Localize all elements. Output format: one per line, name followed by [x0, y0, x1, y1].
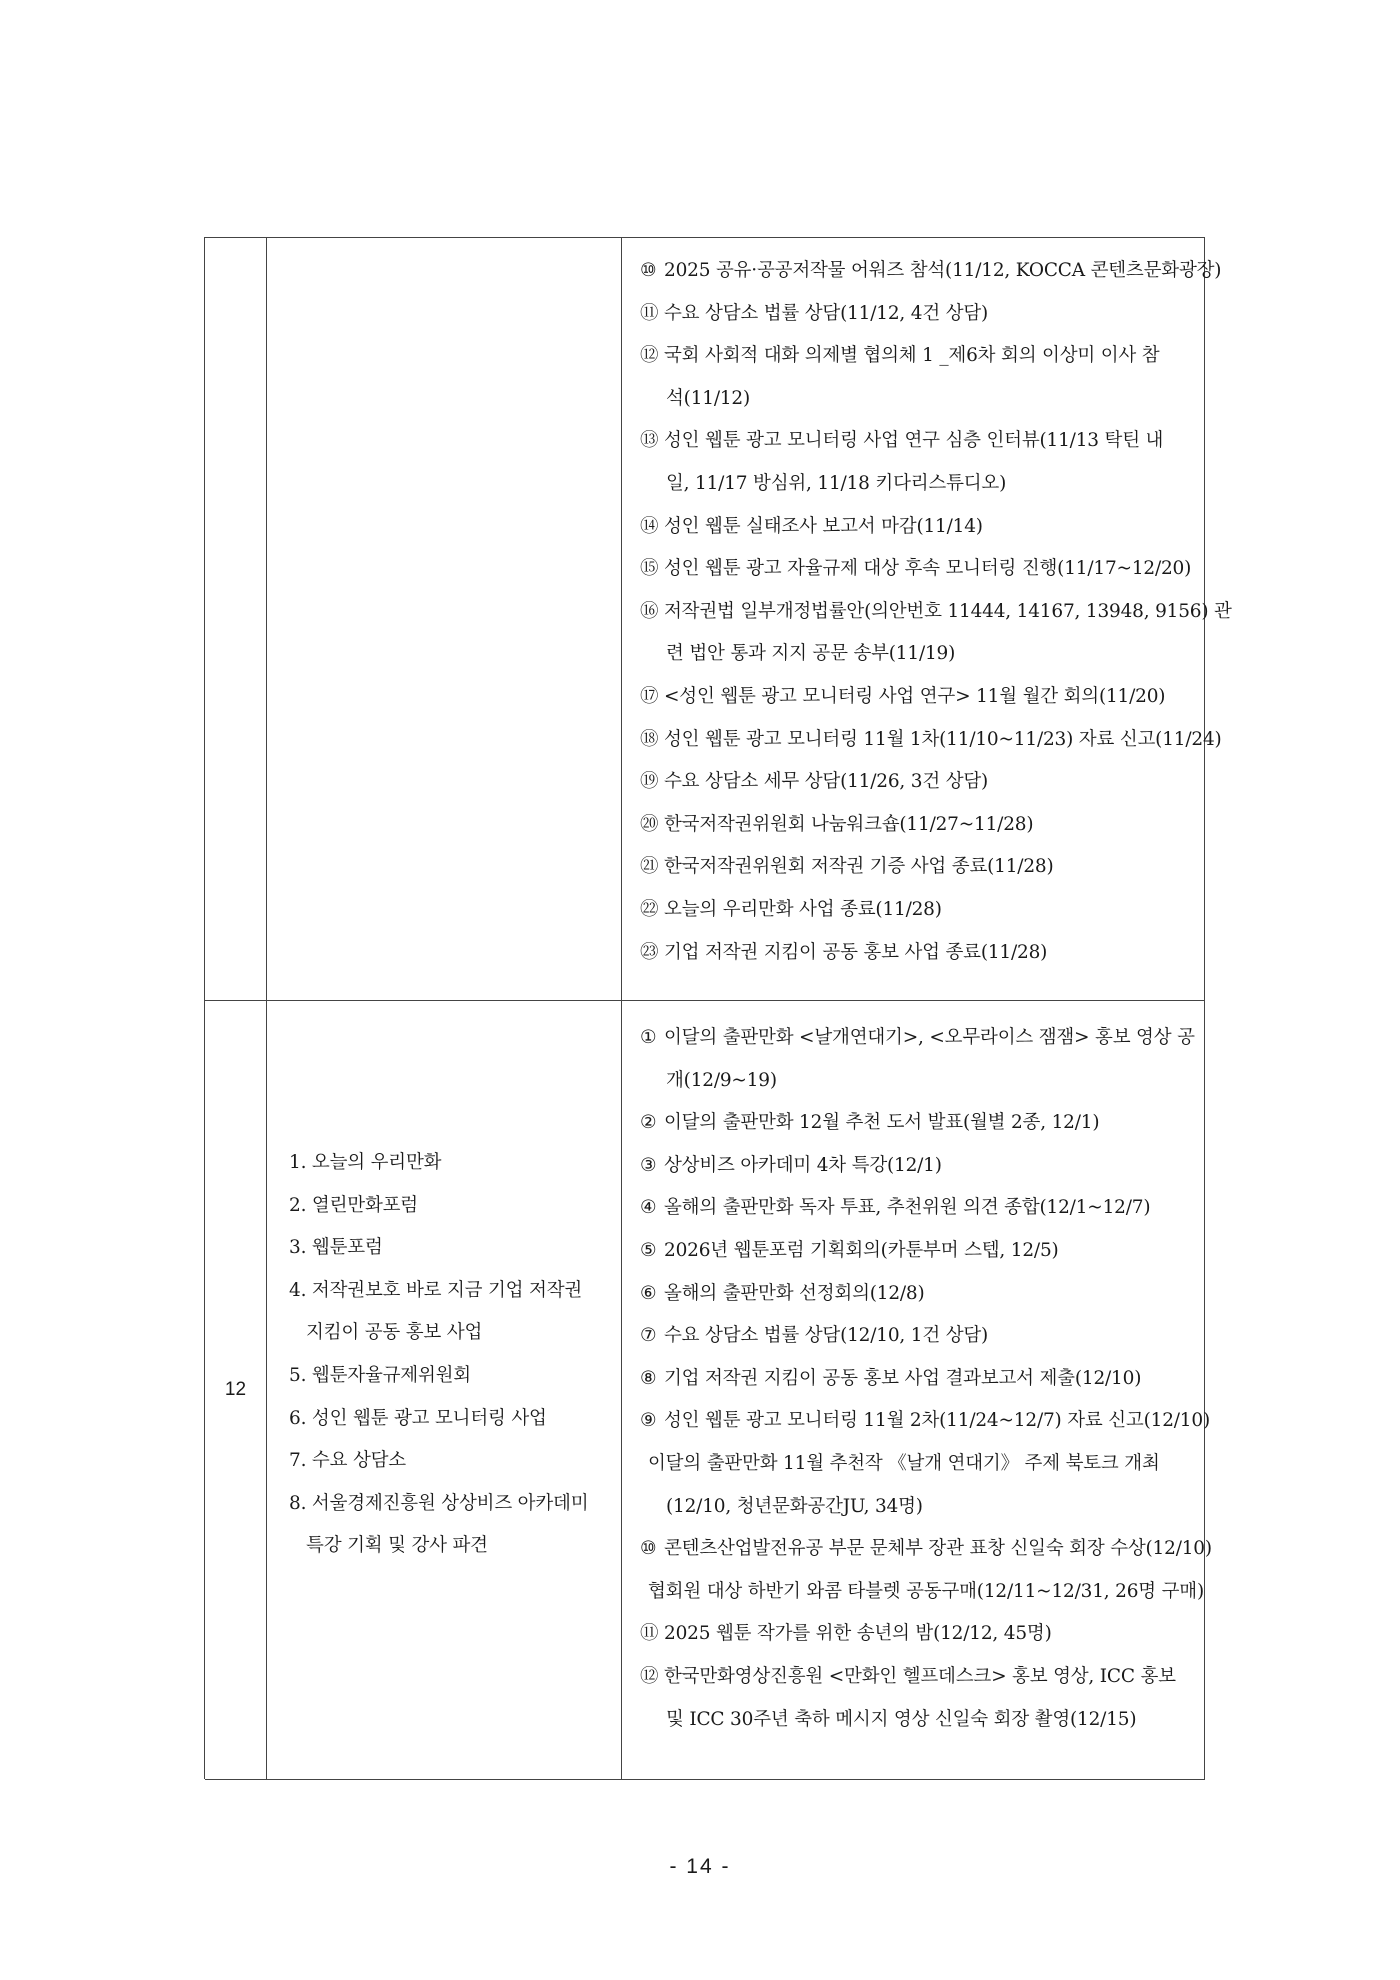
activity-text: 성인 웹툰 광고 모니터링 사업 연구 심층 인터뷰(11/13 탁틴 내: [664, 430, 1164, 452]
activity-line: [640, 515, 983, 539]
schedule-table: [204, 237, 1232, 1779]
activity-text: 이달의 출판만화 <날개연대기>, <오무라이스 잼잼> 홍보 영상 공: [664, 1027, 1195, 1048]
activity-line: [640, 344, 1159, 368]
activity-line: [640, 1154, 942, 1178]
circled-number: ④: [640, 1197, 657, 1219]
activity-line: [640, 855, 1053, 879]
activity-line: [640, 1239, 1059, 1263]
project-item: 8. 서울경제진흥원 상상비즈 아카데미: [289, 1492, 589, 1514]
circled-number: ㉒: [640, 899, 659, 920]
circled-number: ③: [640, 1154, 657, 1176]
activity-line: [640, 302, 988, 326]
month-number: [205, 238, 266, 1000]
activity-text: 수요 상담소 세무 상담(11/26, 3건 상담): [664, 771, 989, 793]
activity-line: [640, 1026, 1195, 1050]
activity-line: [666, 472, 1006, 496]
activity-text: 저작권법 일부개정법률안(의안번호 11444, 14167, 13948, 9156) 관: [664, 600, 1232, 622]
project-item: 3. 웹툰포럼: [289, 1237, 383, 1259]
activity-text: 올해의 출판만화 선정회의(12/8): [664, 1282, 925, 1304]
project-item: 7. 수요 상담소: [289, 1450, 406, 1472]
activity-line: [640, 1282, 925, 1306]
activity-text: 성인 웹툰 실태조사 보고서 마감(11/14): [664, 515, 983, 537]
circled-number: ⑨: [640, 1410, 657, 1432]
month-cell: [205, 238, 267, 1000]
circled-number: ⑮: [640, 558, 659, 580]
activity-line: [640, 259, 1221, 283]
activity-text: 성인 웹툰 광고 자율규제 대상 후속 모니터링 진행(11/17~12/20): [664, 558, 1192, 580]
circled-number: ⑤: [640, 1240, 657, 1261]
activity-text: 및 ICC 30주년 축하 메시지 영상 신일숙 회장 촬영(12/15): [666, 1708, 1137, 1730]
activity-line: [640, 600, 1232, 624]
activity-text: 이달의 출판만화 12월 추천 도서 발표(월별 2종, 12/1): [664, 1112, 1100, 1134]
page-number: - 14 -: [669, 1855, 731, 1878]
activity-text: 2026년 웹툰포럼 기획회의(카툰부머 스텝, 12/5): [664, 1240, 1059, 1261]
activity-line: [666, 642, 955, 666]
activity-line: [640, 770, 988, 794]
circled-number: ⑭: [640, 515, 659, 537]
activity-text: 련 법안 통과 지지 공문 송부(11/19): [666, 643, 956, 665]
activity-line: [666, 1708, 1136, 1732]
project-item: 지킴이 공동 홍보 사업: [289, 1322, 483, 1344]
month-number: 12: [224, 1379, 247, 1400]
circled-number: ⑰: [640, 686, 659, 707]
circled-number: ⑫: [640, 345, 659, 367]
activity-line: [666, 1495, 923, 1519]
project-item: 5. 웹툰자율규제위원회: [289, 1365, 471, 1386]
activity-line: [640, 685, 1165, 709]
table-row-continued: [205, 238, 1232, 1001]
circled-number: ⑧: [640, 1367, 657, 1389]
circled-number: ⑱: [640, 728, 659, 750]
activity-line: [640, 898, 942, 922]
activity-list-cell: [622, 1001, 1212, 1779]
activity-text: 국회 사회적 대화 의제별 협의체 1 _제6차 회의 이상미 이사 참: [664, 345, 1160, 367]
activity-text: 한국저작권위원회 저작권 기증 사업 종료(11/28): [664, 856, 1054, 878]
activity-text: 한국저작권위원회 나눔워크숍(11/27~11/28): [664, 813, 1034, 835]
activity-line: [640, 813, 1033, 837]
circled-number: ⑯: [640, 600, 659, 622]
activity-text: <성인 웹툰 광고 모니터링 사업 연구> 11월 월간 회의(11/20): [664, 686, 1166, 707]
project-item: 6. 성인 웹툰 광고 모니터링 사업: [289, 1407, 547, 1429]
activity-line: [640, 429, 1163, 453]
circled-number: ②: [640, 1112, 657, 1134]
project-item: 1. 오늘의 우리만화: [289, 1152, 442, 1173]
activity-text: 상상비즈 아카데미 4차 특강(12/1): [664, 1154, 942, 1176]
month-cell: [205, 1001, 267, 1779]
activity-line: [666, 1069, 777, 1093]
circled-number: ⑪: [640, 1623, 659, 1645]
circled-number: ⑫: [640, 1666, 659, 1687]
activity-line: [640, 941, 1047, 965]
activity-line: [640, 1324, 988, 1348]
activity-line: [640, 1111, 1099, 1135]
circled-number: ⑲: [640, 771, 659, 793]
activity-text: 성인 웹툰 광고 모니터링 11월 2차(11/24~12/7) 자료 신고(12/10): [664, 1410, 1210, 1432]
activity-text: (12/10, 청년문화공간JU, 34명): [666, 1495, 923, 1517]
activity-text: 일, 11/17 방심위, 11/18 키다리스튜디오): [666, 473, 1007, 494]
project-list-cell: [267, 238, 622, 1000]
circled-number: ①: [640, 1027, 657, 1048]
activity-line: [648, 1452, 1160, 1476]
activity-list-cell: [622, 238, 1232, 1000]
activity-text: 기업 저작권 지킴이 공동 홍보 사업 종료(11/28): [664, 941, 1048, 963]
activity-text: 2025 공유·공공저작물 어워즈 참석(11/12, KOCCA 콘텐츠문화광장): [664, 260, 1222, 281]
activity-line: [640, 1665, 1176, 1689]
circled-number: ⑥: [640, 1282, 657, 1304]
activity-text: 이달의 출판만화 11월 추천작 《날개 연대기》 주제 북토크 개최: [648, 1453, 1160, 1474]
circled-number: ⑬: [640, 430, 659, 452]
activity-text: 개(12/9~19): [666, 1069, 777, 1091]
project-item: 2. 열린만화포럼: [289, 1194, 418, 1216]
activity-text: 성인 웹툰 광고 모니터링 11월 1차(11/10~11/23) 자료 신고(11/24): [664, 728, 1222, 750]
activity-text: 석(11/12): [666, 387, 751, 409]
activity-line: [640, 557, 1191, 581]
activity-text: 기업 저작권 지킴이 공동 홍보 사업 결과보고서 제출(12/10): [664, 1367, 1142, 1389]
activity-text: 오늘의 우리만화 사업 종료(11/28): [664, 899, 942, 920]
activity-line: [640, 1622, 1052, 1646]
activity-text: 협회원 대상 하반기 와콤 타블렛 공동구매(12/11~12/31, 26명 구매): [648, 1580, 1204, 1602]
circled-number: ⑦: [640, 1325, 657, 1347]
activity-line: [640, 1367, 1141, 1391]
activity-line: [666, 387, 750, 411]
activity-text: 올해의 출판만화 독자 투표, 추천위원 의견 종합(12/1~12/7): [664, 1197, 1151, 1219]
circled-number: ⑩: [640, 1538, 657, 1560]
activity-line: [640, 1537, 1212, 1561]
activity-line: [640, 1196, 1150, 1220]
activity-text: 수요 상담소 법률 상담(12/10, 1건 상담): [664, 1325, 989, 1347]
table-row-december: [205, 1001, 1212, 1780]
activity-text: 한국만화영상진흥원 <만화인 헬프데스크> 홍보 영상, ICC 홍보: [664, 1666, 1176, 1687]
project-list-cell: [267, 1001, 622, 1779]
activity-line: [648, 1580, 1204, 1604]
activity-text: 수요 상담소 법률 상담(11/12, 4건 상담): [664, 302, 989, 324]
circled-number: ⑳: [640, 813, 659, 835]
circled-number: ⑪: [640, 302, 659, 324]
activity-text: 콘텐츠산업발전유공 부문 문체부 장관 표창 신일숙 회장 수상(12/10): [664, 1538, 1212, 1560]
activity-line: [640, 1409, 1210, 1433]
activity-line: [640, 728, 1222, 752]
activity-text: 2025 웹툰 작가를 위한 송년의 밤(12/12, 45명): [664, 1623, 1052, 1645]
circled-number: ㉓: [640, 941, 659, 963]
circled-number: ㉑: [640, 856, 659, 878]
circled-number: ⑩: [640, 260, 657, 281]
project-item: 4. 저작권보호 바로 지금 기업 저작권: [289, 1279, 583, 1301]
project-item: 특강 기획 및 강사 파견: [289, 1535, 488, 1557]
